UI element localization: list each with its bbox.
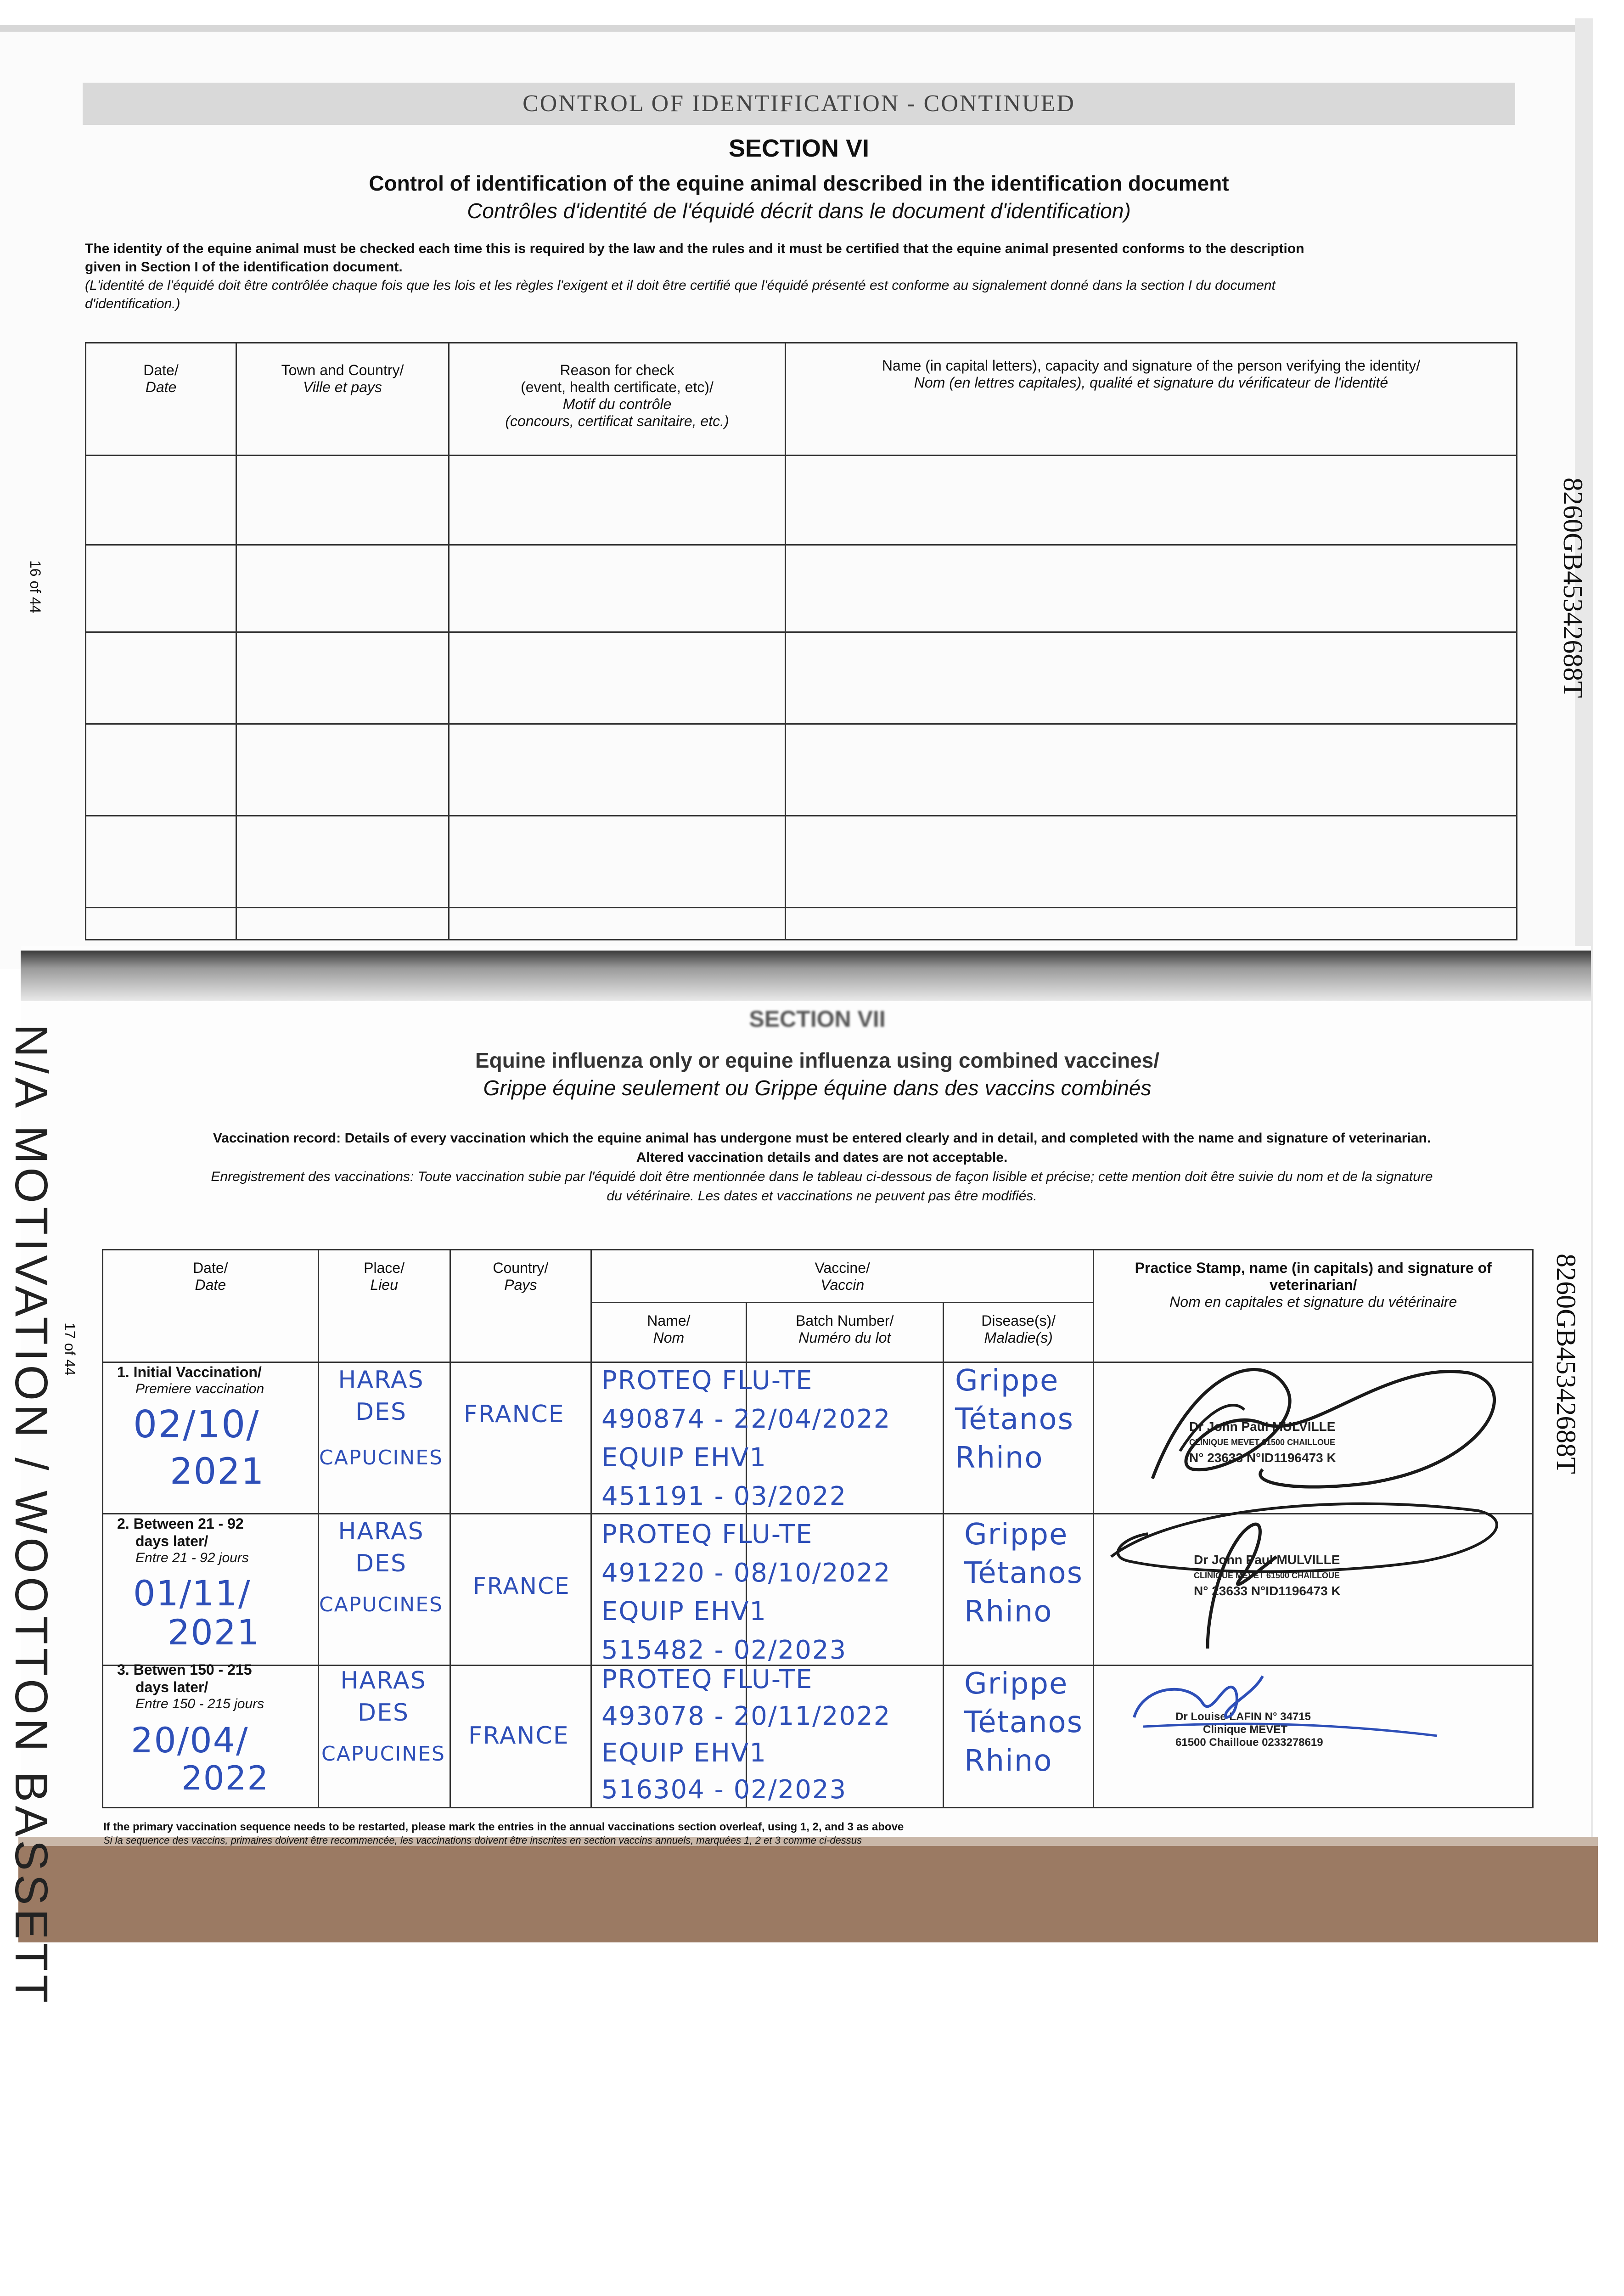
row3-place bbox=[317, 1665, 450, 1770]
header-reason bbox=[449, 343, 786, 456]
row3-vaccine-line3: EQUIP EHV1 bbox=[601, 1738, 767, 1768]
margin-handwriting: N/A MOTIVATION / WOOTTON BASSETT bbox=[6, 1024, 57, 2007]
row1-place bbox=[317, 1364, 445, 1474]
row2-vaccine bbox=[601, 1515, 891, 1670]
section-title-vii: SECTION VII bbox=[749, 1006, 886, 1032]
page-number-16: 16 of 44 bbox=[27, 560, 44, 613]
row2-stamp-line2: CLINIQUE MEVET 61500 CHAILLOUE bbox=[1194, 1571, 1340, 1580]
row3-label-fr: Entre 150 - 215 jours bbox=[135, 1696, 264, 1711]
page-edge bbox=[0, 25, 1593, 32]
row1-place-line2: DES bbox=[355, 1398, 407, 1426]
row3-signature bbox=[1116, 1667, 1446, 1750]
row2-disease-line3: Rhino bbox=[964, 1595, 1053, 1629]
side-code-bottom: 8260GB45342688T bbox=[1551, 1254, 1581, 1474]
header-town-fr: Ville et pays bbox=[303, 379, 382, 395]
header-reason-fr-2: (concours, certificat sanitaire, etc.) bbox=[505, 413, 729, 429]
row2-country: FRANCE bbox=[473, 1573, 570, 1599]
row2-place-line1: HARAS bbox=[338, 1518, 424, 1545]
header-batch-en: Batch Number/ bbox=[796, 1312, 894, 1329]
header-date-fr: Date bbox=[195, 1277, 226, 1293]
row1-vaccine bbox=[601, 1362, 891, 1516]
row3-date-line2: 2022 bbox=[181, 1759, 270, 1797]
footnote-french: Si la sequence des vaccins, primaires doivent être recommencée, les vaccinations doivent être inscrites en section vaccins annuels, marquées 1, 2 et 3 comme ci-dessus bbox=[103, 1835, 862, 1846]
header-place-en: Place/ bbox=[364, 1260, 405, 1276]
header-name-fr: Nom bbox=[653, 1329, 685, 1346]
row3-disease-line1: Grippe bbox=[964, 1667, 1068, 1701]
header-disease bbox=[943, 1303, 1094, 1362]
row3-disease-line3: Rhino bbox=[964, 1744, 1053, 1778]
row3-stamp-line3: 61500 Chailloue 0233278619 bbox=[1175, 1736, 1323, 1749]
section-title: SECTION VI bbox=[728, 135, 870, 162]
header-reason-fr-1: Motif du contrôle bbox=[562, 396, 672, 412]
table-row bbox=[86, 724, 1517, 816]
row2-date-line2: 2021 bbox=[168, 1612, 260, 1653]
row3-place-line1: HARAS bbox=[340, 1667, 427, 1694]
header-date bbox=[86, 343, 236, 456]
header-place bbox=[318, 1250, 450, 1362]
row2-place bbox=[317, 1515, 445, 1621]
header-date-fr: Date bbox=[145, 379, 177, 395]
identification-check-table bbox=[85, 342, 1517, 940]
row1-date-line2: 2021 bbox=[170, 1451, 265, 1492]
row1-vaccine-line3: EQUIP EHV1 bbox=[601, 1443, 767, 1473]
header-vaccine-en: Vaccine/ bbox=[815, 1260, 870, 1276]
header-date-en: Date/ bbox=[193, 1260, 228, 1276]
intro-english-1: The identity of the equine animal must be checked each time this is required by the law and the rules and it must be certified that the equine animal presented conforms to the description bbox=[85, 241, 1304, 256]
row2-stamp-line3: N° 23633 N°ID1196473 K bbox=[1194, 1584, 1341, 1598]
header-date-en: Date/ bbox=[143, 362, 179, 378]
row1-place-line1: HARAS bbox=[338, 1366, 424, 1394]
row1-label-fr: Premiere vaccination bbox=[135, 1381, 264, 1396]
header-reason-en-2: (event, health certificate, etc)/ bbox=[521, 379, 714, 395]
row3-vaccine bbox=[601, 1661, 891, 1808]
footnote-english: If the primary vaccination sequence needs to be restarted, please mark the entries in the annual vaccinations section overleaf, using 1, 2, and 3 as above bbox=[103, 1821, 904, 1833]
row3-disease bbox=[964, 1665, 1083, 1780]
vaccine-title-french: Grippe équine seulement ou Grippe équine dans des vaccins combinés bbox=[483, 1076, 1152, 1100]
header-stamp-en-1: Practice Stamp, name (in capitals) and signature of bbox=[1135, 1260, 1492, 1276]
row2-date-line1: 01/11/ bbox=[133, 1573, 251, 1614]
row1-disease bbox=[955, 1362, 1074, 1477]
header-country bbox=[450, 1250, 591, 1362]
header-disease-fr: Maladie(s) bbox=[984, 1329, 1053, 1346]
page-fold-shadow bbox=[21, 951, 1591, 1001]
row2-label-en-2: days later/ bbox=[135, 1533, 208, 1549]
row1-date-line1: 02/10/ bbox=[133, 1403, 260, 1446]
row2-vaccine-line4: 515482 - 02/2023 bbox=[601, 1635, 847, 1665]
banner-title: CONTROL OF IDENTIFICATION - CONTINUED bbox=[523, 90, 1075, 117]
header-name-en: Name/ bbox=[647, 1312, 691, 1329]
row1-vaccine-line4: 451191 - 03/2022 bbox=[601, 1481, 847, 1511]
header-town bbox=[236, 343, 449, 456]
row3-vaccine-line4: 516304 - 02/2023 bbox=[601, 1775, 847, 1805]
header-name bbox=[786, 343, 1517, 456]
row2-vaccine-line1: PROTEQ FLU-TE bbox=[601, 1519, 813, 1549]
header-vaccine-fr: Vaccin bbox=[820, 1277, 865, 1293]
row1-stamp-line1: Dr John Paul MULVILLE bbox=[1189, 1419, 1336, 1434]
row1-disease-line2: Tétanos bbox=[955, 1402, 1074, 1436]
record-english-2: Altered vaccination details and dates are not acceptable. bbox=[636, 1150, 1008, 1165]
row3-vaccine-line2: 493078 - 20/11/2022 bbox=[601, 1701, 891, 1731]
row1-country: FRANCE bbox=[464, 1401, 565, 1428]
side-code-top: 8260GB45342688T bbox=[1558, 478, 1588, 698]
row1-label-en: 1. Initial Vaccination/ bbox=[117, 1364, 262, 1380]
page-number-17: 17 of 44 bbox=[62, 1322, 78, 1376]
row2-label-en: 2. Between 21 - 92 bbox=[117, 1515, 244, 1532]
row2-signature bbox=[1102, 1483, 1515, 1667]
header-place-fr: Lieu bbox=[370, 1277, 398, 1293]
header-vaccine bbox=[591, 1250, 1094, 1303]
row3-disease-line2: Tétanos bbox=[964, 1705, 1083, 1739]
intro-french-2: d'identification.) bbox=[85, 296, 180, 311]
row2-disease-line1: Grippe bbox=[964, 1518, 1068, 1552]
row3-place-line2: DES bbox=[358, 1699, 409, 1727]
header-name-fr: Nom (en lettres capitales), qualité et signature du vérificateur de l'identité bbox=[914, 374, 1388, 391]
intro-french-1: (L'identité de l'équidé doit être contrôlée chaque fois que les lois et les règles l'exigent et il doit être certifié que l'équidé présenté est conforme au signalement donné dans la section I du document bbox=[85, 278, 1276, 293]
row2-vaccine-line3: EQUIP EHV1 bbox=[601, 1597, 767, 1626]
row1-stamp-line3: N° 23633 N°ID1196473 K bbox=[1189, 1451, 1336, 1465]
row1-vaccine-line1: PROTEQ FLU-TE bbox=[601, 1366, 813, 1396]
record-english-1: Vaccination record: Details of every vaccination which the equine animal has undergone must be entered clearly and in detail, and completed with the name and signature of veterinarian. bbox=[213, 1131, 1431, 1146]
row2-disease bbox=[964, 1515, 1083, 1631]
header-country-fr: Pays bbox=[504, 1277, 537, 1293]
header-vaccine-name bbox=[591, 1303, 747, 1362]
row1-place-line3: CAPUCINES bbox=[319, 1446, 443, 1469]
header-batch-fr: Numéro du lot bbox=[798, 1329, 891, 1346]
row2-place-line2: DES bbox=[355, 1550, 407, 1577]
title-english: Control of identification of the equine animal described in the identification document bbox=[369, 171, 1229, 195]
table-row bbox=[86, 816, 1517, 908]
row3-label-en: 3. Betwen 150 - 215 bbox=[117, 1661, 252, 1678]
row3-stamp-line1: Dr Louise LAFIN N° 34715 bbox=[1175, 1711, 1311, 1723]
header-disease-en: Disease(s)/ bbox=[981, 1312, 1056, 1329]
table-row bbox=[86, 908, 1517, 940]
header-batch bbox=[746, 1303, 943, 1362]
row2-stamp-line1: Dr John Paul MULVILLE bbox=[1194, 1553, 1340, 1567]
row1-stamp-line2: CLINIQUE MEVET 61500 CHAILLOUE bbox=[1189, 1438, 1336, 1447]
row3-stamp-line2: Clinique MEVET bbox=[1203, 1723, 1288, 1736]
table-row bbox=[86, 632, 1517, 724]
row1-disease-line3: Rhino bbox=[955, 1441, 1044, 1475]
vaccine-title-english: Equine influenza only or equine influenza using combined vaccines/ bbox=[475, 1048, 1160, 1072]
row2-place-line3: CAPUCINES bbox=[319, 1593, 443, 1616]
row2-label-fr: Entre 21 - 92 jours bbox=[135, 1550, 249, 1565]
header-country-en: Country/ bbox=[493, 1260, 549, 1276]
title-french: Contrôles d'identité de l'équidé décrit dans le document d'identification) bbox=[467, 199, 1131, 223]
header-name-en: Name (in capital letters), capacity and signature of the person verifying the identity/ bbox=[882, 357, 1421, 374]
header-stamp-en-2: veterinarian/ bbox=[1270, 1277, 1357, 1293]
table-row bbox=[86, 545, 1517, 632]
row2-disease-line2: Tétanos bbox=[964, 1556, 1083, 1590]
row3-date-line1: 20/04/ bbox=[131, 1720, 249, 1761]
header-reason-en-1: Reason for check bbox=[560, 362, 674, 378]
header-date bbox=[103, 1250, 319, 1362]
table-row bbox=[86, 456, 1517, 545]
binder-cover bbox=[18, 1846, 1598, 1942]
row1-disease-line1: Grippe bbox=[955, 1364, 1059, 1398]
row3-label-en-2: days later/ bbox=[135, 1679, 208, 1695]
header-town-en: Town and Country/ bbox=[281, 362, 404, 378]
record-french-2: du vétérinaire. Les dates et vaccinations ne peuvent pas être modifiés. bbox=[607, 1188, 1037, 1204]
row1-vaccine-line2: 490874 - 22/04/2022 bbox=[601, 1404, 891, 1434]
row2-vaccine-line2: 491220 - 08/10/2022 bbox=[601, 1558, 891, 1588]
row3-country: FRANCE bbox=[468, 1722, 569, 1750]
table-header-row bbox=[86, 343, 1517, 456]
header-stamp-fr: Nom en capitales et signature du vétérinaire bbox=[1169, 1294, 1457, 1310]
table-header-row bbox=[103, 1250, 1533, 1303]
intro-english-2: given in Section I of the identification document. bbox=[85, 259, 403, 275]
record-french-1: Enregistrement des vaccinations: Toute vaccination subie par l'équidé doit être mentionnée dans le tableau ci-dessous de façon lisible et précise; cette mention doit être suivie du nom et de la signature bbox=[211, 1169, 1433, 1184]
row3-vaccine-line1: PROTEQ FLU-TE bbox=[601, 1665, 813, 1694]
row3-place-line3: CAPUCINES bbox=[321, 1742, 445, 1766]
